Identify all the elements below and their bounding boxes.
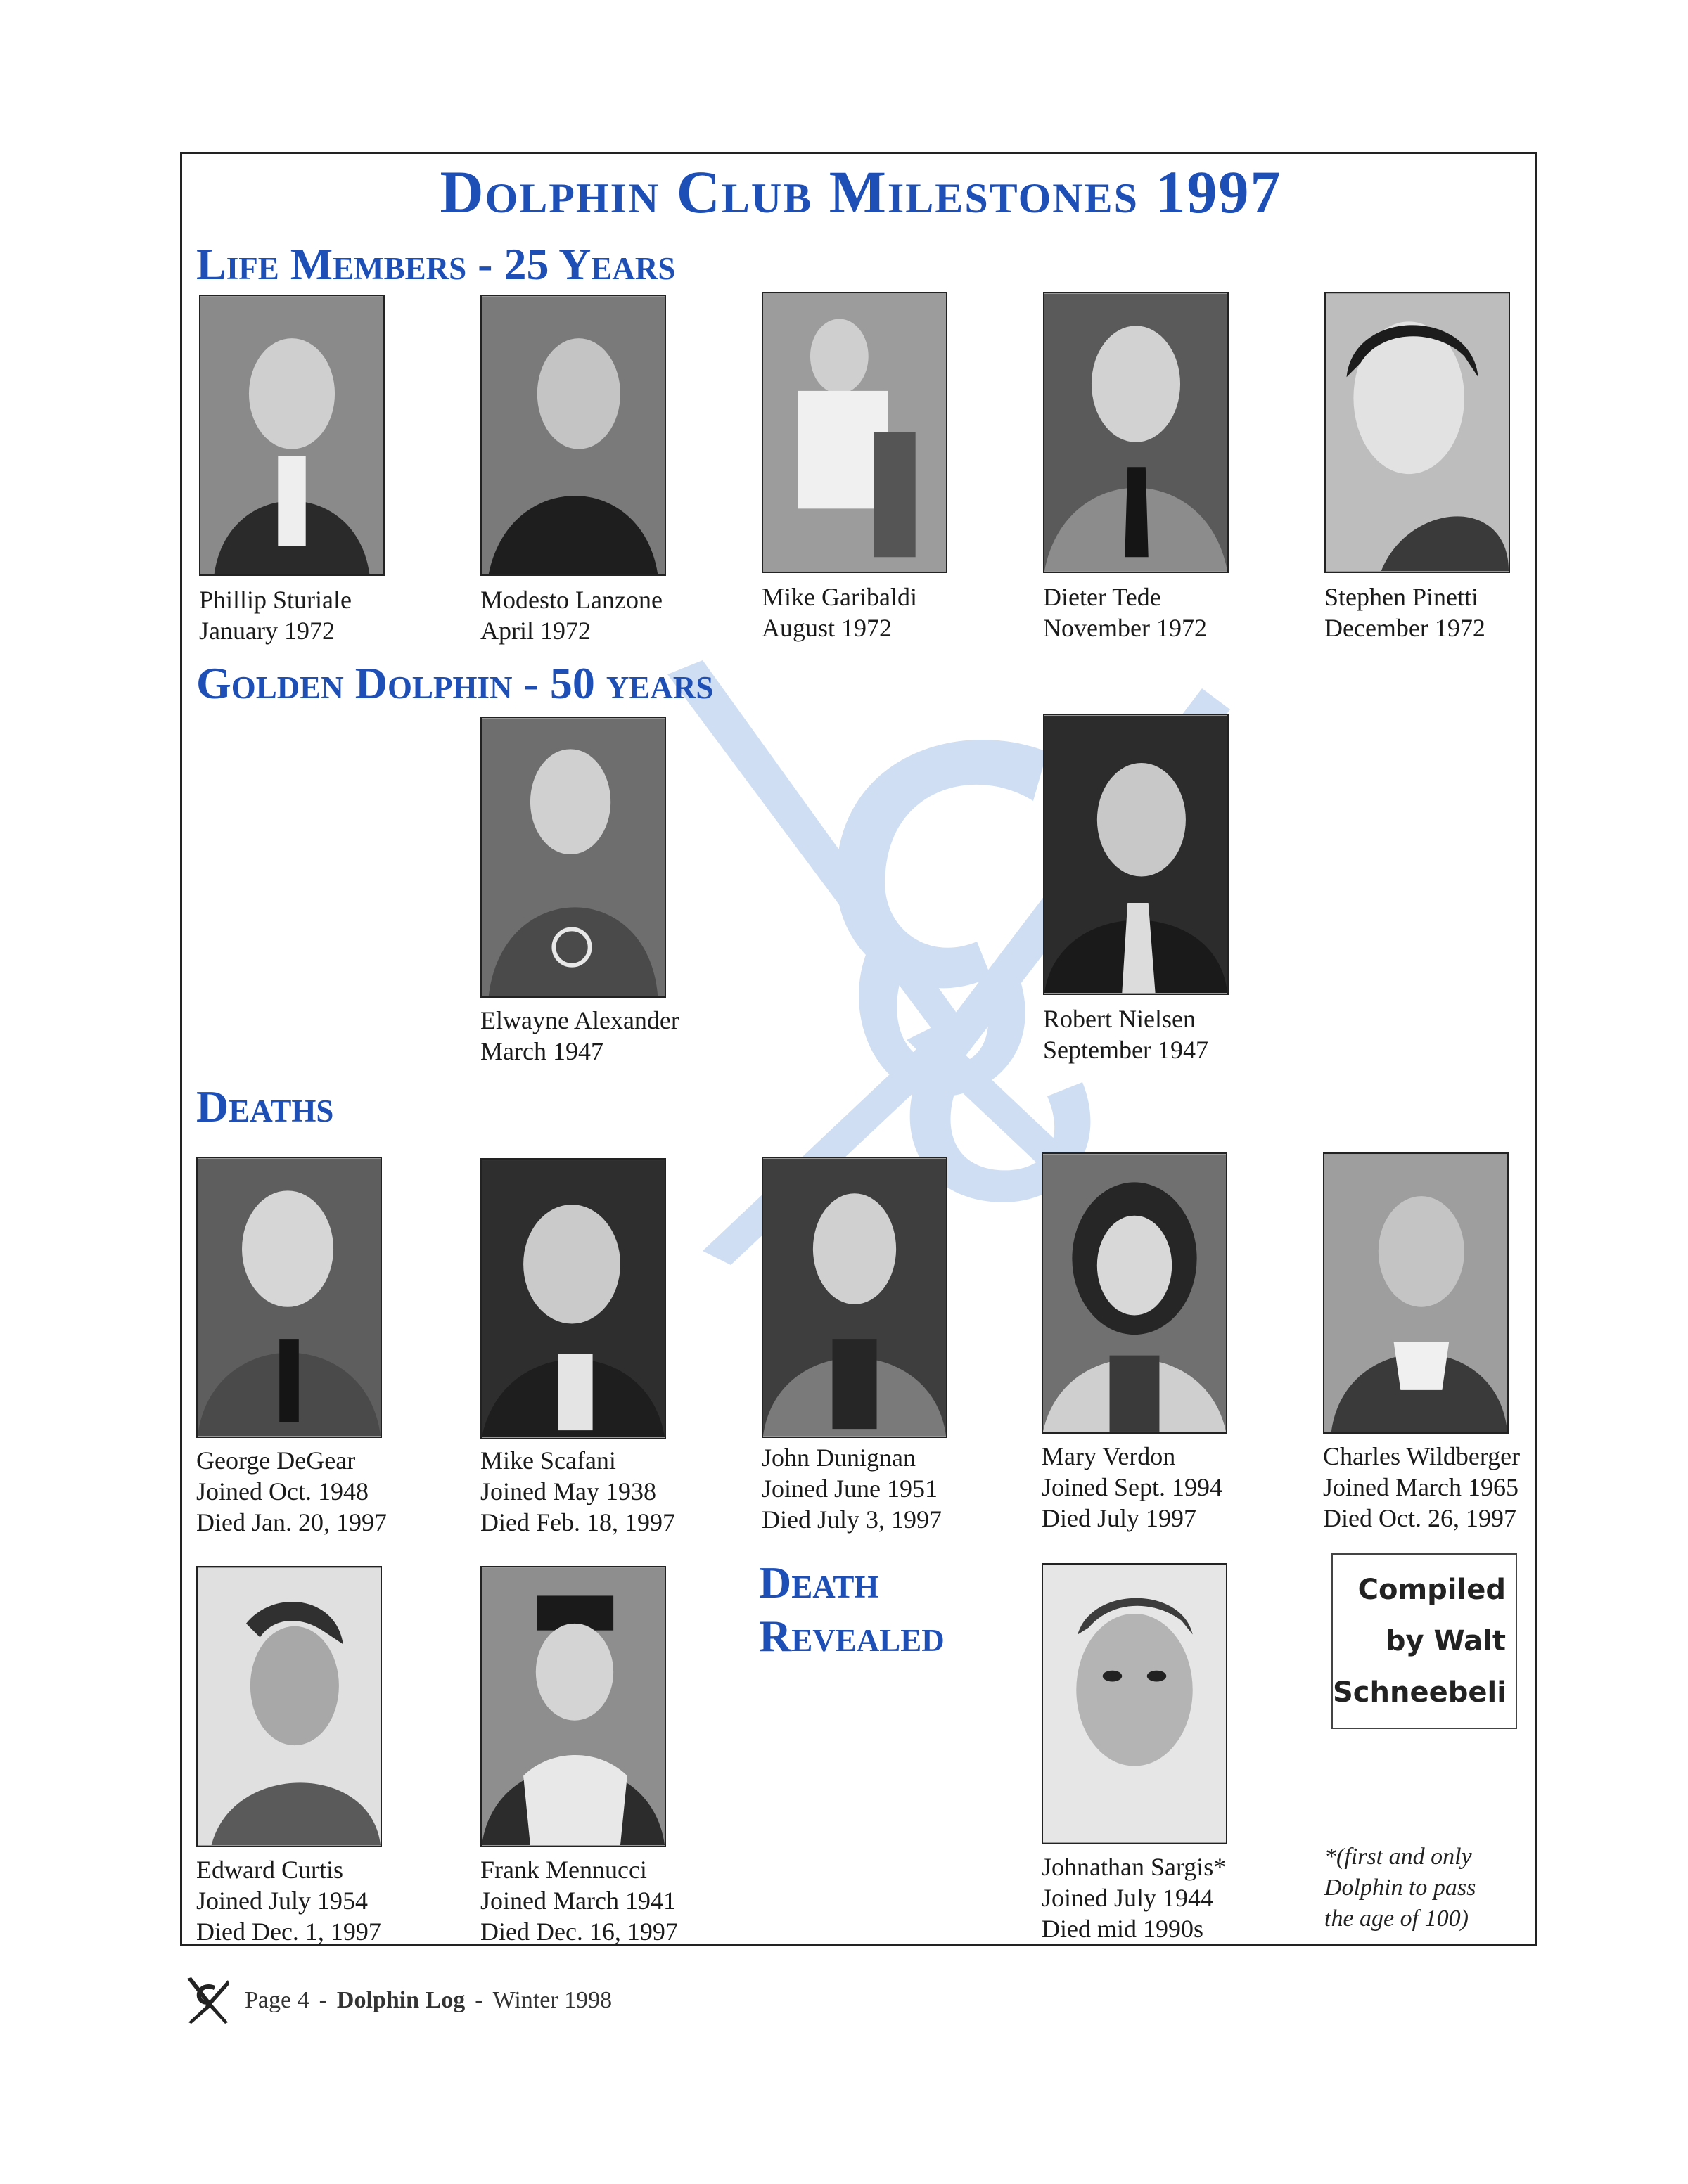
footnote: [1324, 1842, 1476, 1934]
member-caption: [196, 1445, 387, 1538]
member-photo: [1042, 1152, 1227, 1434]
joined-date: Joined July 1954: [196, 1887, 369, 1915]
member-name: Elwayne Alexander: [480, 1006, 679, 1034]
member-caption: [1043, 582, 1207, 643]
member-name: Mary Verdon: [1042, 1442, 1176, 1470]
member-caption: [762, 1442, 942, 1535]
member-photo: [196, 1566, 382, 1847]
death-revealed-heading: Death Revealed: [759, 1557, 945, 1661]
publication-name: Dolphin Log: [336, 1987, 466, 2013]
died-date: Died Dec. 1, 1997: [196, 1918, 381, 1946]
member-caption: [1043, 1003, 1208, 1065]
member-photo: [196, 1157, 382, 1438]
golden-dolphin-heading: Golden Dolphin - 50 years: [196, 658, 714, 708]
member-name: Charles Wildberger: [1323, 1442, 1521, 1470]
issue-date: Winter 1998: [492, 1987, 613, 2013]
died-date: Died mid 1990s: [1042, 1915, 1203, 1943]
member-caption: [480, 584, 663, 646]
died-date: Died Feb. 18, 1997: [480, 1508, 675, 1536]
member-caption: [762, 582, 917, 643]
member-name: Phillip Sturiale: [199, 586, 352, 614]
member-name: Mike Garibaldi: [762, 583, 917, 611]
deaths-heading: Deaths: [196, 1081, 334, 1131]
member-name: George DeGear: [196, 1446, 356, 1475]
member-caption: [480, 1005, 679, 1067]
member-name: Edward Curtis: [196, 1856, 343, 1884]
member-photo: [480, 1158, 666, 1439]
member-caption: [1323, 1441, 1520, 1534]
member-photo: [480, 1566, 666, 1847]
joined-date: Joined July 1944: [1042, 1884, 1214, 1912]
member-caption: [199, 584, 352, 646]
credit-line: Compiled: [1357, 1574, 1506, 1606]
footnote-line: *(first and only: [1324, 1844, 1472, 1870]
member-photo: [762, 292, 947, 573]
credit-line: by Walt: [1385, 1625, 1506, 1657]
member-date: April 1972: [480, 617, 591, 645]
member-caption: [480, 1854, 678, 1946]
member-photo: [1043, 292, 1229, 573]
page-number: Page 4: [245, 1987, 309, 2013]
footer-separator: -: [475, 1987, 483, 2013]
member-caption: [480, 1445, 675, 1538]
footer-separator: -: [319, 1987, 327, 2013]
member-caption: [1324, 582, 1485, 643]
footnote-line: Dolphin to pass: [1324, 1875, 1476, 1901]
member-date: August 1972: [762, 614, 893, 642]
dolphin-club-crossed-oars-logo-icon: [184, 1976, 231, 2025]
member-photo: [1043, 714, 1229, 995]
member-date: November 1972: [1043, 614, 1207, 642]
member-photo: [1042, 1563, 1227, 1844]
member-name: Johnathan Sargis*: [1042, 1853, 1227, 1881]
member-name: Dieter Tede: [1043, 583, 1161, 611]
life-members-heading: Life Members - 25 Years: [196, 239, 676, 289]
joined-date: Joined Sept. 1994: [1042, 1473, 1222, 1501]
member-caption: [1042, 1851, 1226, 1944]
member-date: September 1947: [1043, 1036, 1208, 1064]
compiled-by-box: [1331, 1553, 1517, 1729]
joined-date: Joined June 1951: [762, 1475, 938, 1503]
milestones-frame: [180, 152, 1537, 1946]
member-date: January 1972: [199, 617, 335, 645]
member-caption: [1042, 1441, 1222, 1534]
joined-date: Joined March 1965: [1323, 1473, 1518, 1501]
died-date: Died Jan. 20, 1997: [196, 1508, 387, 1536]
member-photo: [762, 1157, 947, 1438]
joined-date: Joined May 1938: [480, 1477, 656, 1505]
page-title: Dolphin Club Milestones 1997: [440, 158, 1282, 226]
member-name: Modesto Lanzone: [480, 586, 663, 614]
member-caption: [196, 1854, 381, 1946]
member-photo: [1324, 292, 1510, 573]
member-name: Frank Mennucci: [480, 1856, 647, 1884]
member-name: John Dunignan: [762, 1444, 916, 1472]
credit-line: Schneebeli: [1333, 1676, 1507, 1709]
died-date: Died Oct. 26, 1997: [1323, 1504, 1516, 1532]
footnote-line: the age of 100): [1324, 1906, 1469, 1932]
member-name: Robert Nielsen: [1043, 1005, 1196, 1033]
member-photo: [1323, 1152, 1509, 1434]
died-date: Died July 1997: [1042, 1504, 1196, 1532]
member-name: Stephen Pinetti: [1324, 583, 1478, 611]
member-photo: [480, 717, 666, 998]
member-photo: [480, 295, 666, 576]
died-date: Died July 3, 1997: [762, 1505, 942, 1534]
joined-date: Joined March 1941: [480, 1887, 676, 1915]
member-name: Mike Scafani: [480, 1446, 616, 1475]
member-date: December 1972: [1324, 614, 1485, 642]
died-date: Died Dec. 16, 1997: [480, 1918, 678, 1946]
member-date: March 1947: [480, 1037, 603, 1065]
member-photo: [199, 295, 385, 576]
page-footer: [184, 1976, 612, 2025]
joined-date: Joined Oct. 1948: [196, 1477, 369, 1505]
